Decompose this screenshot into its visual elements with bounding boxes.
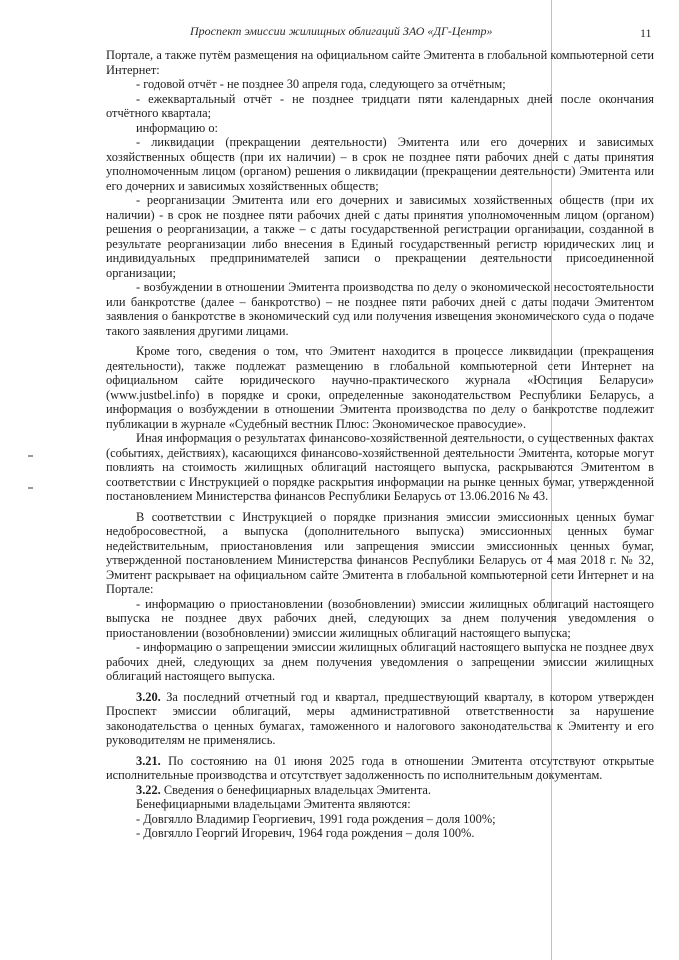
section-text: Сведения о бенефициарных владельцах Эмитента. [160,782,431,797]
list-item: - информацию о приостановлении (возобновлении) эмиссии жилищных облигаций настоящего выпуска не позднее двух рабочих дней, следующих за днем получения уведомления о приостановлении (возобновлении) эмиссии жилищных облигаций настоящего выпуска; [106,596,654,640]
beneficiary-item: - Довгялло Владимир Георгиевич, 1991 года рождения – доля 100%; [136,811,496,826]
paragraph: информацию о: [136,120,219,135]
page-number: 11 [640,26,652,40]
paragraph: Кроме того, сведения о том, что Эмитент находится в процессе ликвидации (прекращения деятельности), также подлежат размещению в глобальной компьютерной сети Интернет на официальном сайте юридического научно-практического журнала «Юстиция Беларуси» (www.justbel.info) в порядке и сроки, определенные законодательством Республики Беларусь, а информация о возбуждении в отношении Эмитента производства по делу о банкротстве подлежит публикации в журнале «Судебный вестник Плюс: Экономическое правосудие». [106,344,654,431]
section-text: По состоянию на 01 июня 2025 года в отношении Эмитента отсутствуют открытые исполнительные производства и отсутствует задолженность по исполнительным документам. [106,753,654,782]
document-body [106,48,654,841]
list-item: - информацию о запрещении эмиссии жилищных облигаций настоящего выпуска не позднее двух рабочих дней, следующих за днем получения уведомления о запрещении эмиссии жилищных облигаций настоящего выпуска. [106,640,654,683]
section-number: 3.20. [136,689,161,704]
section-3-20 [106,690,654,748]
section-3-21 [106,754,654,783]
list-item: - годовой отчёт - не позднее 30 апреля года, следующего за отчётным; [136,77,506,91]
paragraph: Иная информация о результатах финансово-хозяйственной деятельности, о существенных фактах (событиях, действиях), касающихся финансово-хозяйственной деятельности Эмитента, которые могут повлиять на стоимость жилищных облигаций настоящего выпуска, раскрываются Эмитентом в соответствии с Инструкцией о порядке раскрытия информации на рынке ценных бумаг, утвержденной постановлением Министерства финансов Республики Беларусь от 13.06.2016 № 43. [106,431,654,503]
running-header: Проспект эмиссии жилищных облигаций ЗАО «ДГ-Центр» [190,24,493,38]
paragraph: Портале, а также путём размещения на официальном сайте Эмитента в глобальной компьютерной сети Интернет: [106,48,654,77]
list-item: - реорганизации Эмитента или его дочерних и зависимых хозяйственных обществ (при их наличии) - в срок не позднее пяти рабочих дней с даты принятия уполномоченным лицом (органом) решения о реорганизации, а также – с даты государственной регистрации организации, созданной в результате реорганизации либо внесения в Единый государственный регистр юридических лиц и индивидуальных предпринимателей записи о прекращении деятельности присоединенной организации; [106,193,654,280]
beneficiaries-intro: Бенефициарными владельцами Эмитента являются: [136,797,411,811]
section-text: За последний отчетный год и квартал, предшествующий кварталу, в котором утвержден Проспект эмиссии облигаций, меры административной ответственности за нарушение законодательства о ценных бумагах, таможенного и налогового законодательства к Эмитенту и его руководителям не применялись. [106,689,654,747]
section-3-22 [106,783,654,798]
list-item: - ежеквартальный отчёт - не позднее тридцати пяти календарных дней после окончания отчётного квартала; [106,91,654,120]
list-item: - возбуждении в отношении Эмитента производства по делу о экономической несостоятельности или банкротстве (далее – банкротство) – не позднее пяти рабочих дней с даты подачи Эмитентом заявления о банкротстве в экономический суд или получения извещения экономического суда о подаче такого заявления другими лицами. [106,280,654,338]
paragraph: В соответствии с Инструкцией о порядке признания эмиссии эмиссионных ценных бумаг недобросовестной, а выпуска (дополнительного выпуска) эмиссионных ценных бумаг недействительным, приостановления или запрещения эмиссии эмиссионных ценных бумаг, утвержденной постановлением Министерства финансов Республики Беларусь от 4 мая 2018 г. № 32, Эмитент раскрывает на официальном сайте Эмитента в глобальной компьютерной сети Интернет и на Портале: [106,509,654,596]
section-number: 3.21. [136,753,161,768]
section-number: 3.22. [136,782,161,797]
scan-mark [28,455,33,457]
beneficiary-item: - Довгялло Георгий Игоревич, 1964 года рождения – доля 100%. [136,826,475,840]
scan-mark [28,487,33,489]
list-item: - ликвидации (прекращении деятельности) Эмитента или его дочерних и зависимых хозяйственных обществ (при их наличии) – в срок не позднее пяти рабочих дней с даты принятия уполномоченным лицом (органом) решения о ликвидации (прекращении деятельности) Эмитента или его дочерних и зависимых хозяйственных обществ; [106,135,654,193]
